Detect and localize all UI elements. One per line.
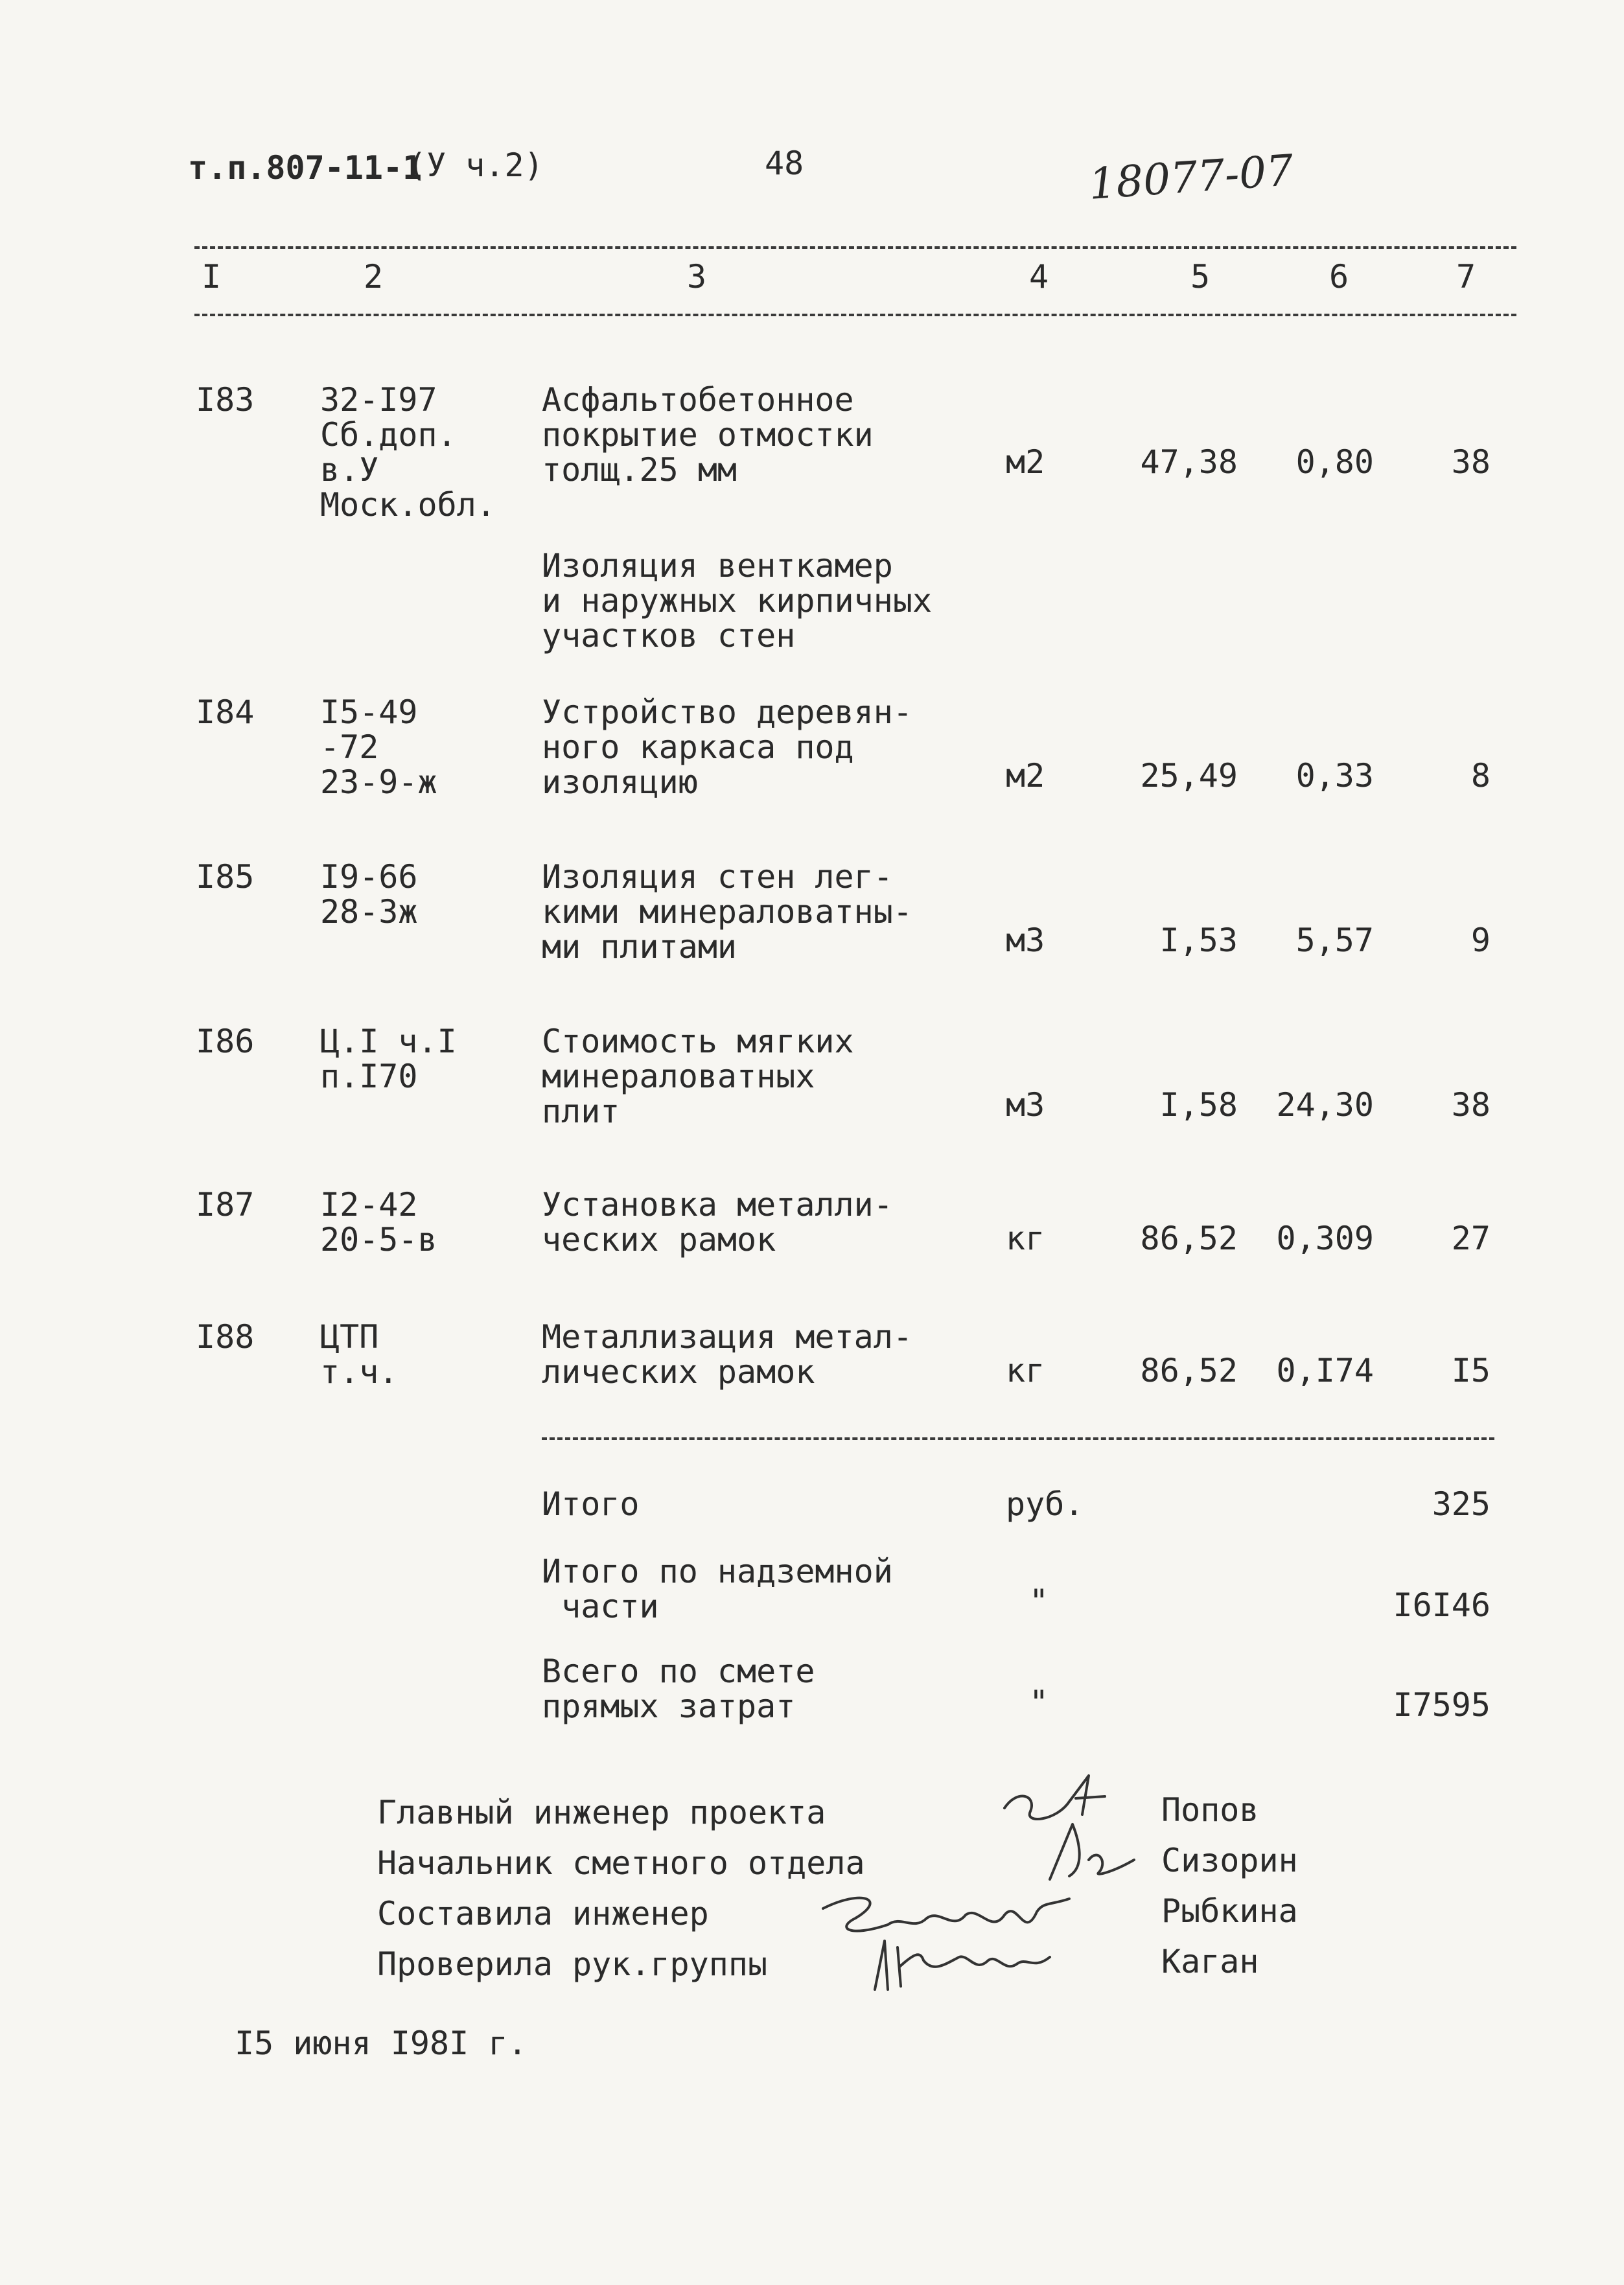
row-unit: м3 — [1006, 1086, 1045, 1124]
row-sum: 8 — [1470, 757, 1491, 795]
signature-kagan-icon — [862, 1928, 1056, 1999]
row-sum: I5 — [1451, 1352, 1491, 1389]
row-sum: 9 — [1470, 922, 1491, 959]
header-top-rule — [194, 246, 1516, 249]
section-heading: Изоляция венткамер и наружных кирпичных участков стен — [542, 547, 933, 655]
volume-label: (У ч.2) — [407, 146, 544, 184]
col-header-5: 5 — [1190, 258, 1211, 296]
total-label: Всего по смете прямых затрат — [542, 1653, 815, 1725]
row-name: Изоляция стен лег- кими минераловатны- ми плитами — [542, 858, 912, 966]
row-code: ЦТП т.ч. — [320, 1318, 399, 1391]
row-price: 0,33 — [1295, 757, 1374, 795]
row-price: 0,309 — [1276, 1220, 1374, 1257]
row-price: 0,80 — [1295, 443, 1374, 481]
total-unit: " — [1029, 1684, 1049, 1721]
total-unit: руб. — [1006, 1485, 1084, 1523]
row-code: I9-66 28-3ж — [320, 858, 418, 931]
row-unit: м3 — [1006, 922, 1045, 959]
row-qty: 86,52 — [1140, 1220, 1238, 1257]
row-sum: 38 — [1451, 443, 1491, 481]
row-code: Ц.I ч.I п.I70 — [320, 1023, 457, 1095]
row-number: I84 — [196, 693, 255, 731]
row-number: I86 — [196, 1023, 255, 1060]
total-sum: I6I46 — [1393, 1586, 1491, 1624]
row-unit: кг — [1006, 1220, 1045, 1257]
total-label: Итого — [542, 1485, 640, 1523]
row-price: 5,57 — [1295, 922, 1374, 959]
project-code: т.п.807-11-1 — [188, 149, 423, 187]
signature-role: Составила инженер — [377, 1895, 709, 1932]
row-price: 24,30 — [1276, 1086, 1374, 1124]
row-qty: 86,52 — [1140, 1352, 1238, 1389]
row-name: Асфальтобетонное покрытие отмостки толщ.25 мм — [542, 381, 874, 489]
page-number: 48 — [765, 145, 804, 182]
signature-name: Сизорин — [1161, 1842, 1298, 1879]
row-number: I87 — [196, 1186, 255, 1224]
totals-rule — [542, 1437, 1494, 1440]
total-label: Итого по надземной части — [542, 1553, 893, 1625]
row-name: Металлизация метал- лических рамок — [542, 1318, 912, 1391]
col-header-2: 2 — [363, 258, 384, 296]
row-name: Стоимость мягких минераловатных плит — [542, 1023, 854, 1130]
row-price: 0,I74 — [1276, 1352, 1374, 1389]
total-unit: " — [1029, 1583, 1049, 1620]
row-sum: 38 — [1451, 1086, 1491, 1124]
col-header-3: 3 — [686, 258, 707, 296]
signature-role: Начальник сметного отдела — [377, 1844, 865, 1882]
row-name: Устройство деревян- ного каркаса под изоляцию — [542, 693, 912, 801]
col-header-4: 4 — [1028, 258, 1049, 296]
signature-role: Главный инженер проекта — [377, 1794, 826, 1831]
row-qty: 25,49 — [1140, 757, 1238, 795]
row-qty: I,58 — [1159, 1086, 1238, 1124]
col-header-6: 6 — [1328, 258, 1349, 296]
row-code: 32-I97 Сб.доп. в.У Моск.обл. — [320, 381, 496, 524]
row-qty: 47,38 — [1140, 443, 1238, 481]
signature-name: Рыбкина — [1161, 1892, 1298, 1930]
total-sum: 325 — [1432, 1485, 1491, 1523]
row-number: I88 — [196, 1318, 255, 1356]
row-number: I85 — [196, 858, 255, 896]
total-sum: I7595 — [1393, 1686, 1491, 1724]
document-date: I5 июня I98I г. — [235, 2024, 528, 2062]
signature-role: Проверила рук.группы — [377, 1945, 768, 1983]
signature-name: Попов — [1161, 1791, 1259, 1829]
col-header-7: 7 — [1456, 258, 1476, 296]
col-header-1: I — [201, 258, 222, 296]
row-unit: м2 — [1006, 757, 1045, 795]
header-bottom-rule — [194, 314, 1516, 316]
row-number: I83 — [196, 381, 255, 419]
row-code: I5-49 -72 23-9-ж — [320, 693, 437, 801]
row-unit: кг — [1006, 1352, 1045, 1389]
row-sum: 27 — [1451, 1220, 1491, 1257]
row-unit: м2 — [1006, 443, 1045, 481]
doc-number: 18077-07 — [1087, 145, 1295, 209]
row-qty: I,53 — [1159, 922, 1238, 959]
row-name: Установка металли- ческих рамок — [542, 1186, 893, 1258]
row-code: I2-42 20-5-в — [320, 1186, 437, 1258]
signature-name: Каган — [1161, 1943, 1259, 1980]
